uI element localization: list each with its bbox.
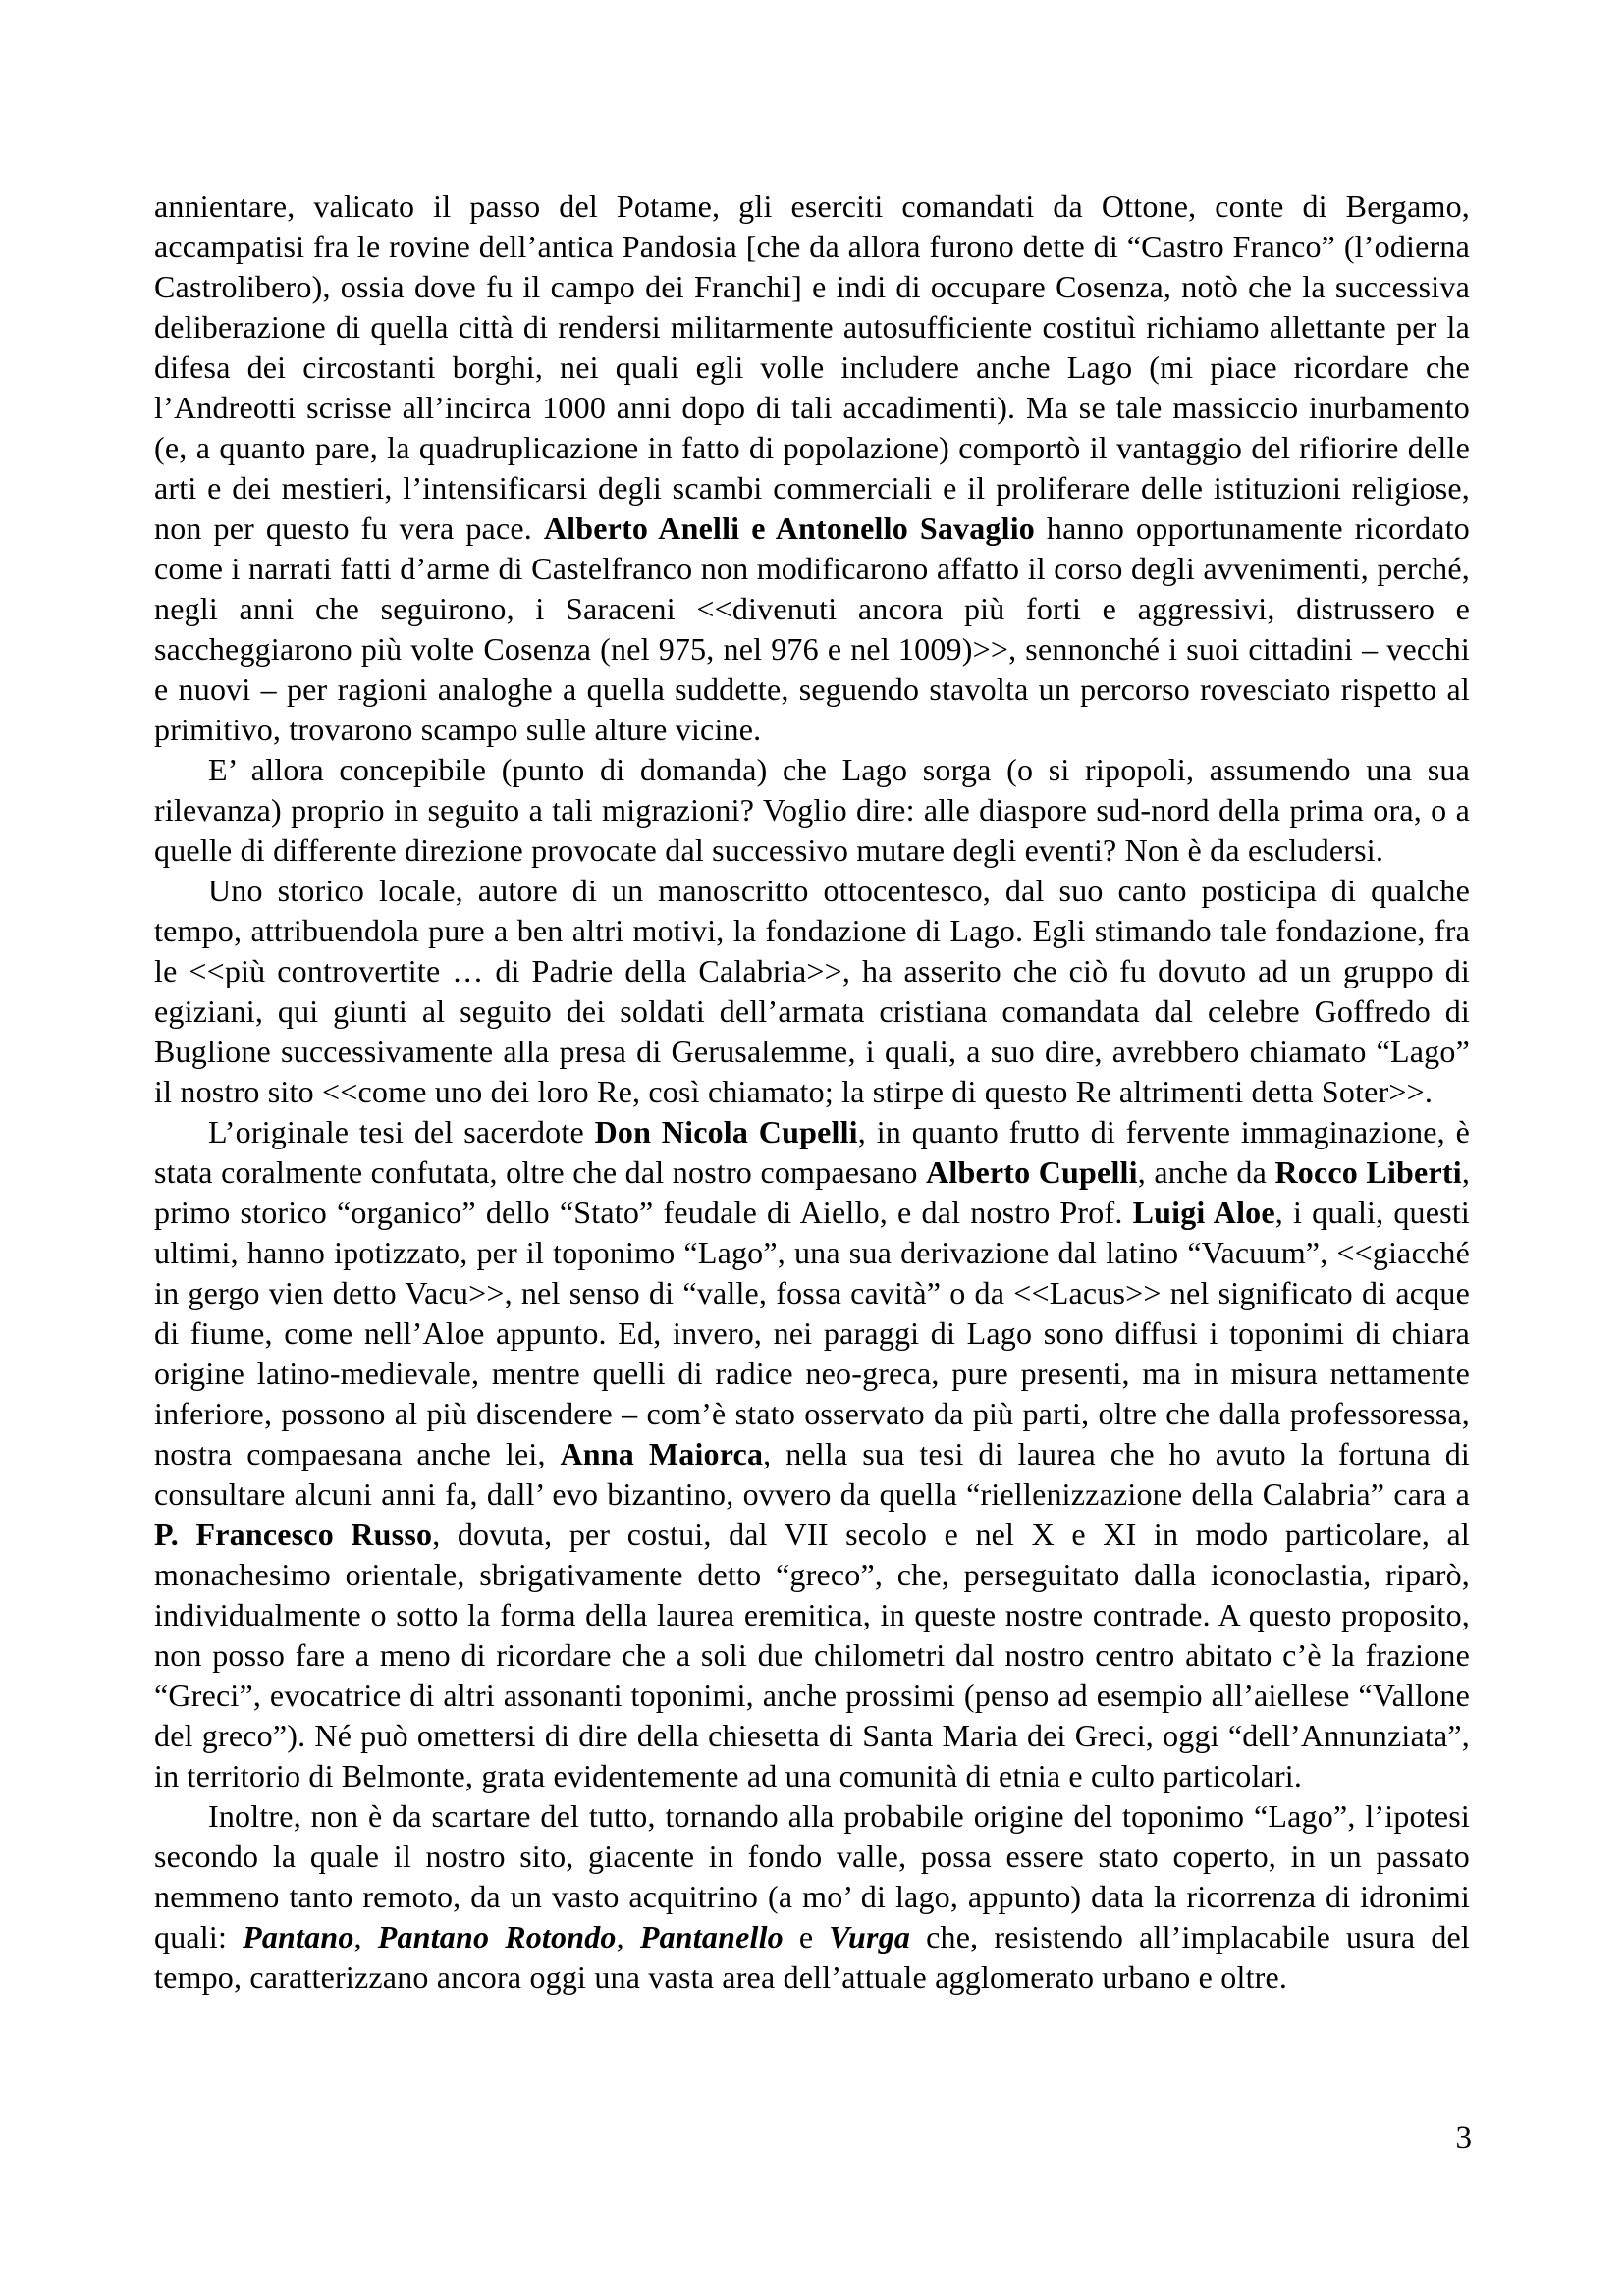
- text-run: , i quali, questi ultimi, hanno ipotizzato, per il toponimo “Lago”, una sua derivazione dal latino “Vacuum”, <<giacché in gergo vien detto Vacu>>, nel senso di “valle, fossa cavità” o da <<Lacus>> nel significato di acque di fiume, come nell’Aloe appunto. Ed, invero, nei paraggi di Lago sono diffusi i toponimi di chiara origine latino-medievale, mentre quelli di radice neo-greca, pure presenti, ma in misura nettamente inferiore, possono al più discendere – com’è stato osservato da più parti, oltre che dalla professoressa, nostra compaesana anche lei,: [154, 1195, 1470, 1471]
- text-run: E’ allora concepibile (punto di domanda) che Lago sorga (o si ripopoli, assumendo una sua rilevanza) proprio in seguito a tali migrazioni? Voglio dire: alle diaspore sud-nord della prima ora, o a quelle di differente direzione provocate dal successivo mutare degli eventi? Non è da escludersi.: [154, 752, 1470, 868]
- text-run: Anna Maiorca: [560, 1436, 764, 1471]
- text-run: , in quanto frutto di fervente immaginazione, è stata coralmente confutata, oltre che dal nostro compaesano: [154, 1114, 1470, 1190]
- text-run: Don Nicola Cupelli: [594, 1114, 858, 1149]
- text-run: , nella sua tesi di laurea che ho avuto la fortuna di consultare alcuni anni fa, dall’ evo bizantino, ovvero da quella “riellenizzazione della Calabria” cara a: [154, 1436, 1470, 1512]
- text-run: che, resistendo all’implacabile usura del tempo, caratterizzano ancora oggi una vasta area dell’attuale agglomerato urbano e oltre.: [154, 1919, 1471, 1995]
- text-run: Pantanello: [639, 1919, 784, 1954]
- page-number: 3: [1455, 2120, 1472, 2156]
- text-run: e: [783, 1919, 830, 1954]
- text-run: Pantano: [243, 1919, 354, 1954]
- text-run: Inoltre, non è da scartare del tutto, tornando alla probabile origine del toponimo “Lago”, l’ipotesi secondo la quale il nostro sito, giacente in fondo valle, possa essere stato coperto, in un passato nemmeno tanto remoto, da un vasto acquitrino (a mo’ di lago, appunto) data la ricorrenza di idronimi quali:: [154, 1798, 1470, 1954]
- text-run: ,: [353, 1919, 378, 1954]
- text-run: ,: [616, 1919, 640, 1954]
- text-run: , primo storico “organico” dello “Stato” feudale di Aiello, e dal nostro Prof.: [154, 1154, 1471, 1230]
- text-run: Rocco Liberti: [1274, 1154, 1462, 1190]
- text-run: , dovuta, per costui, dal VII secolo e nel X e XI in modo particolare, al monachesimo orientale, sbrigativamente detto “greco”, che, perseguitato dalla iconoclastia, riparò, individualmente o sotto la forma della laurea eremitica, in queste nostre contrade. A questo proposito, non posso fare a meno di ricordare che a soli due chilometri dal nostro centro abitato c’è la frazione “Greci”, evocatrice di altri assonanti toponimi, anche prossimi (penso ad esempio all’aiellese “Vallone del greco”). Né può omettersi di dire della chiesetta di Santa Maria dei Greci, oggi “dell’Annunziata”, in territorio di Belmonte, grata evidentemente ad una comunità di etnia e culto particolari.: [154, 1517, 1470, 1793]
- paragraph: [154, 871, 1470, 1112]
- text-run: Pantano Rotondo: [377, 1919, 617, 1954]
- text-run: Alberto Anelli e Antonello Savaglio: [543, 510, 1035, 546]
- text-run: Vurga: [829, 1919, 911, 1954]
- paragraph: [154, 1796, 1470, 1998]
- paragraph: [154, 750, 1470, 871]
- text-run: P. Francesco Russo: [154, 1517, 433, 1552]
- text-run: , anche da: [1137, 1154, 1275, 1190]
- paragraph: [154, 187, 1470, 750]
- text-run: hanno opportunamente ricordato come i narrati fatti d’arme di Castelfranco non modificarono affatto il corso degli avvenimenti, perché, negli anni che seguirono, i Saraceni <<divenuti ancora più forti e aggressivi, distrussero e saccheggiarono più volte Cosenza (nel 975, nel 976 e nel 1009)>>, sennonché i suoi cittadini – vecchi e nuovi – per ragioni analoghe a quella suddette, seguendo stavolta un percorso rovesciato rispetto al primitivo, trovarono scampo sulle alture vicine.: [154, 510, 1471, 747]
- text-run: Alberto Cupelli: [926, 1154, 1138, 1190]
- text-run: annientare, valicato il passo del Potame, gli eserciti comandati da Ottone, conte di Bergamo, accampatisi fra le rovine dell’antica Pandosia [che da allora furono dette di “Castro Franco” (l’odierna Castrolibero), ossia dove fu il campo dei Franchi] e indi di occupare Cosenza, notò che la successiva deliberazione di quella città di rendersi militarmente autosufficiente costituì richiamo allettante per la difesa dei circostanti borghi, nei quali egli volle includere anche Lago (mi piace ricordare che l’Andreotti scrisse all’incirca 1000 anni dopo di tali accadimenti). Ma se tale massiccio inurbamento (e, a quanto pare, la quadruplicazione in fatto di popolazione) comportò il vantaggio del rifiorire delle arti e dei mestieri, l’intensificarsi degli scambi commerciali e il proliferare delle istituzioni religiose, non per questo fu vera pace.: [154, 188, 1470, 546]
- document-text: [154, 187, 1470, 1998]
- text-run: Uno storico locale, autore di un manoscritto ottocentesco, dal suo canto posticipa di qualche tempo, attribuendola pure a ben altri motivi, la fondazione di Lago. Egli stimando tale fondazione, fra le <<più controvertite … di Padrie della Calabria>>, ha asserito che ciò fu dovuto ad un gruppo di egiziani, qui giunti al seguito dei soldati dell’armata cristiana comandata dal celebre Goffredo di Buglione successivamente alla presa di Gerusalemme, i quali, a suo dire, avrebbero chiamato “Lago” il nostro sito <<come uno dei loro Re, così chiamato; la stirpe di questo Re altrimenti detta Soter>>.: [154, 873, 1470, 1109]
- paragraph: [154, 1112, 1470, 1796]
- text-run: L’originale tesi del sacerdote: [208, 1114, 595, 1149]
- text-run: Luigi Aloe: [1132, 1195, 1275, 1230]
